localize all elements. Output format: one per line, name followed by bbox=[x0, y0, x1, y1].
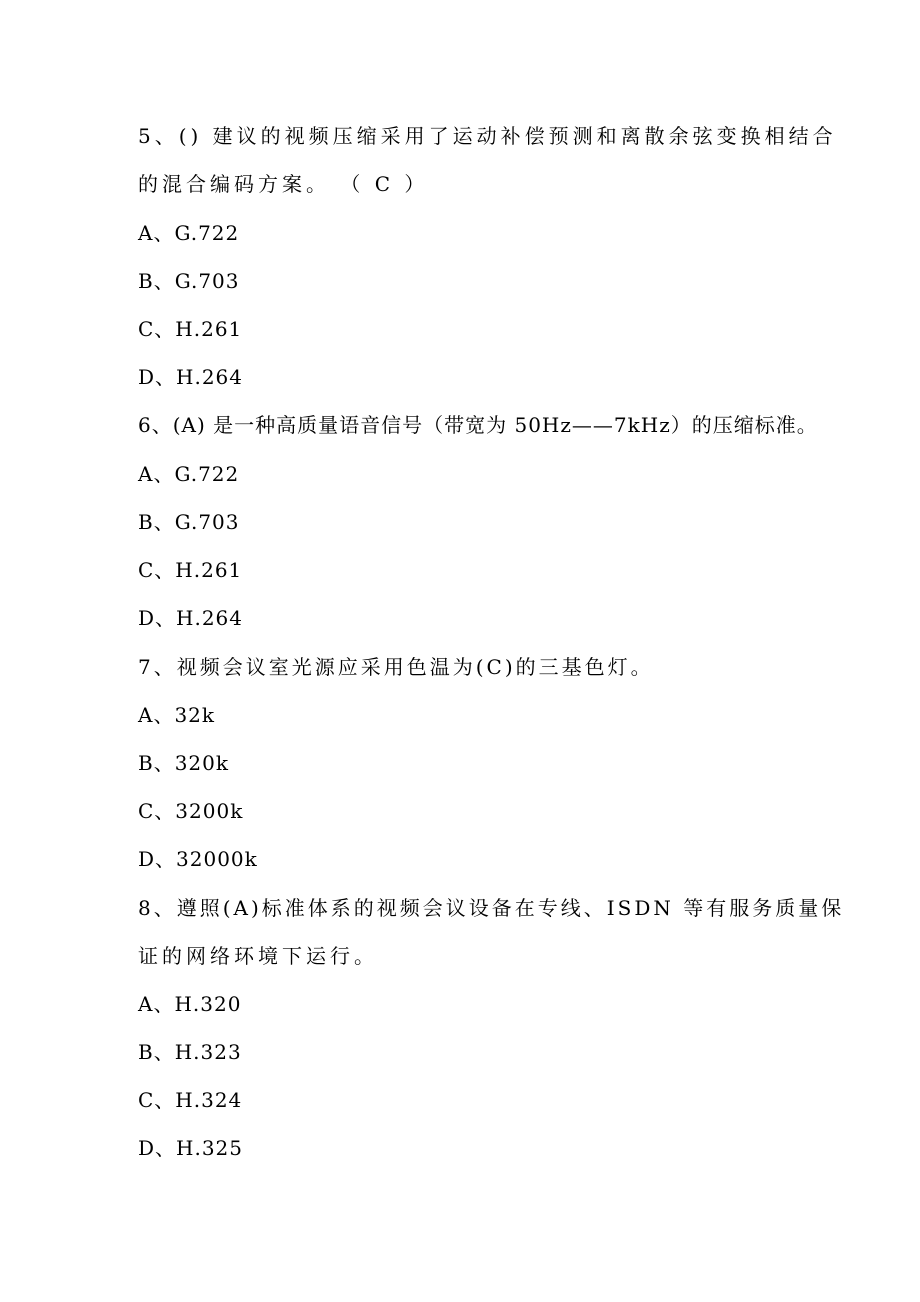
question-7-option-d: D、32000k bbox=[138, 847, 258, 871]
question-8-text-line-1: 8、遵照(A)标准体系的视频会议设备在专线、ISDN 等有服务质量保 bbox=[138, 896, 845, 920]
question-6-option-c: C、H.261 bbox=[138, 558, 243, 582]
question-6-option-d: D、H.264 bbox=[138, 606, 244, 630]
question-7-option-c: C、3200k bbox=[138, 799, 244, 823]
question-5-text-line-1: 5、() 建议的视频压缩采用了运动补偿预测和离散余弦变换相结合 bbox=[138, 124, 837, 148]
question-5-option-c: C、H.261 bbox=[138, 317, 243, 341]
question-6-text-line-1: 6、(A) 是一种高质量语音信号（带宽为 50Hz——7kHz）的压缩标准。 bbox=[138, 413, 818, 437]
question-5-text-line-2: 的混合编码方案。 （ C ） bbox=[138, 172, 429, 196]
question-7-text-line-1: 7、视频会议室光源应采用色温为(C)的三基色灯。 bbox=[138, 655, 654, 679]
question-5-option-d: D、H.264 bbox=[138, 365, 244, 389]
question-7-option-b: B、320k bbox=[138, 751, 229, 775]
question-8-text-line-2: 证的网络环境下运行。 bbox=[138, 944, 378, 968]
question-7-option-a: A、32k bbox=[138, 703, 216, 727]
question-8-option-d: D、H.325 bbox=[138, 1136, 244, 1160]
question-8-option-b: B、H.323 bbox=[138, 1040, 242, 1064]
question-8-option-c: C、H.324 bbox=[138, 1088, 243, 1112]
question-5-option-b: B、G.703 bbox=[138, 269, 240, 293]
question-8-option-a: A、H.320 bbox=[138, 992, 242, 1016]
question-6-option-b: B、G.703 bbox=[138, 510, 240, 534]
question-5-option-a: A、G.722 bbox=[138, 221, 240, 245]
question-6-option-a: A、G.722 bbox=[138, 462, 240, 486]
